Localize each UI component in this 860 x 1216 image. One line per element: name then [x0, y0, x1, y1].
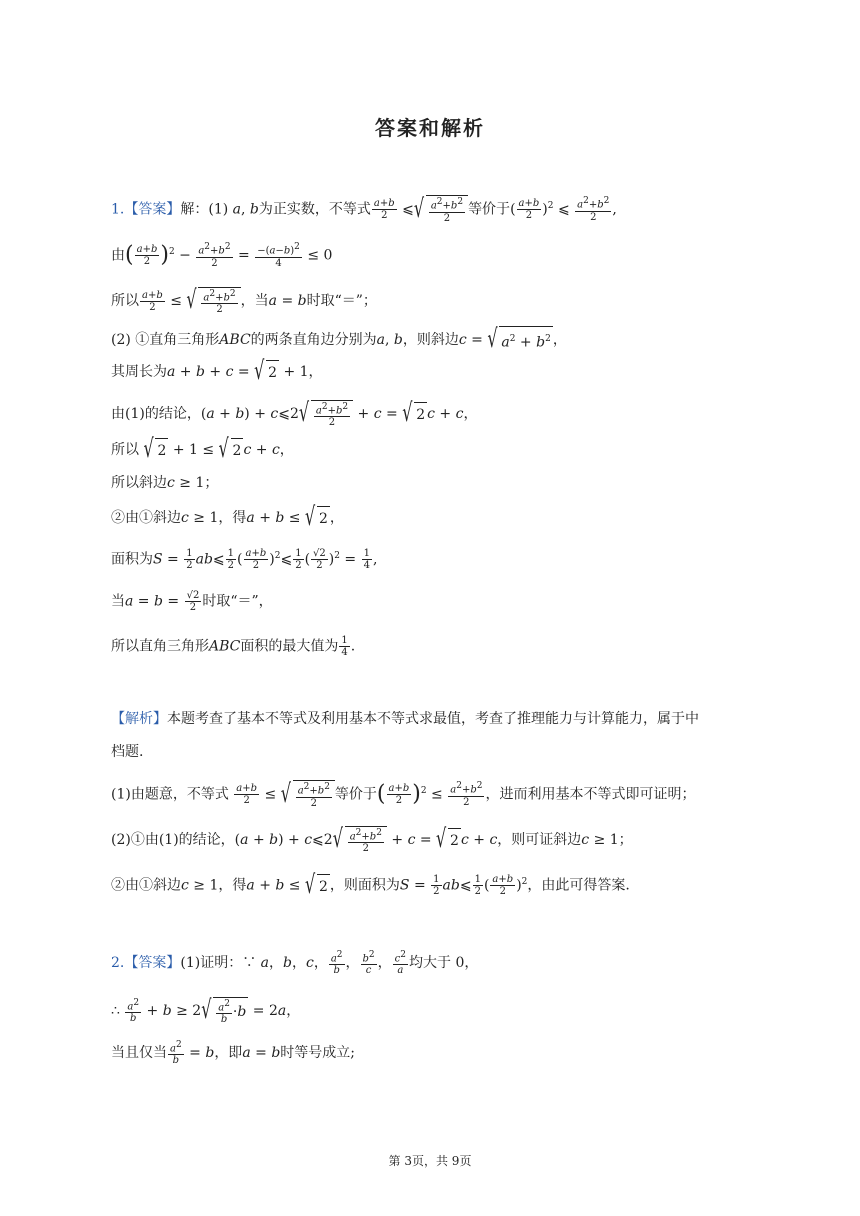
q1-line-9: ②由①斜边c ≥ 1，得a + b ≤ √ 2 ，: [111, 506, 344, 530]
q2-line-3: 当且仅当 $\frac{a^2}{b}$ = b，即a = b时等号成立;: [111, 1040, 355, 1067]
analysis-line-3: (1)由题意，不等式 $\frac{a+b}{2}$ ≤ √ $\frac{a^2+b^2}{2}$ 等价于( $\frac{a+b}{2}$ )$^2$ ≤ $\frac{a^2+b^2}{2}$ ，进而利用基本不等式即可证明；: [111, 780, 695, 809]
q1-line-12: 所以直角三角形ABC面积的最大值为 $\frac{1}{4}$ .: [111, 635, 356, 658]
q1-line-11: 当a = b = $\frac{√2}{2}$ 时取“＝”，: [111, 590, 273, 613]
q1-line-8: 所以斜边c ≥ 1；: [111, 475, 219, 491]
analysis-line-2: 档题.: [111, 744, 144, 760]
q1-line-10: 面积为S = $\frac{1}{2}$ ab⩽ $\frac{1}{2}$ ( $\frac{a+b}{2}$ )$^2$⩽ $\frac{1}{2}$ ( $\frac{√2}{2}$ )$^2$ = $\frac{1}{4}$ ,: [111, 548, 378, 572]
page-title: 答案和解析: [375, 116, 485, 140]
q2-line-1: 2.【答案】(1)证明：∵ a，b，c， $\frac{a^2}{b}$ ， $\frac{b^2}{c}$ ， $\frac{c^2}{a}$ 均大于 0，: [111, 950, 479, 977]
q1-line-1: 1.【答案】解：(1) a, b为正实数，不等式 $\frac{a+b}{2}$ ⩽ √ $\frac{a^2+b^2}{2}$ 等价于( $\frac{a+b}{2}$ )$^2$ ⩽ $\frac{a^2+b^2}{2}$ ,: [111, 195, 617, 224]
analysis-line-1: 【解析】本题考查了基本不等式及利用基本不等式求最值，考查了推理能力与计算能力，属于中: [111, 711, 699, 727]
q1-line-7: 所以 √ 2 + 1 ≤ √ 2 c + c，: [111, 438, 294, 462]
page-footer: 第 3页，共 9页: [388, 1154, 472, 1168]
q1-line-4: (2) ①直角三角形ABC的两条直角边分别为a, b，则斜边c = √ $a^2 + b^2$ ，: [111, 326, 567, 354]
analysis-tag: 【解析】: [111, 711, 167, 727]
analysis-line-5: ②由①斜边c ≥ 1，得a + b ≤ √ 2 ，则面积为S = $\frac{1}{2}$ ab⩽ $\frac{1}{2}$ ( $\frac{a+b}{2}$ )$^2$，由此可得答案.: [111, 871, 630, 898]
q1-line-3: 所以 $\frac{a+b}{2}$ ≤ √ $\frac{a^2+b^2}{2}$ ，当a = b时取“＝”；: [111, 287, 377, 315]
q1-line-6: 由(1)的结论，(a + b) + c⩽2 √ $\frac{a^2+b^2}{2}$ + c = √ 2 c + c，: [111, 400, 477, 428]
answer-tag-2: 2.【答案】: [111, 955, 181, 972]
q1-line-2: 由( $\frac{a+b}{2}$ )$^2$ − $\frac{a^2+b^2}{2}$ = $\frac{-(a-b)^2}{4}$ ≤ 0: [111, 242, 333, 269]
q1-line-5: 其周长为a + b + c = √ 2 + 1，: [111, 360, 323, 384]
analysis-line-4: (2)①由(1)的结论，(a + b) + c⩽2 √ $\frac{a^2+b^2}{2}$ + c = √ 2 c + c，则可证斜边c ≥ 1；: [111, 826, 633, 854]
answer-tag: 1.【答案】: [111, 201, 181, 218]
q2-line-2: ∴ $\frac{a^2}{b}$ + b ≥ 2 √ $\frac{a^2}{b}$ ·b = 2a，: [111, 997, 300, 1025]
